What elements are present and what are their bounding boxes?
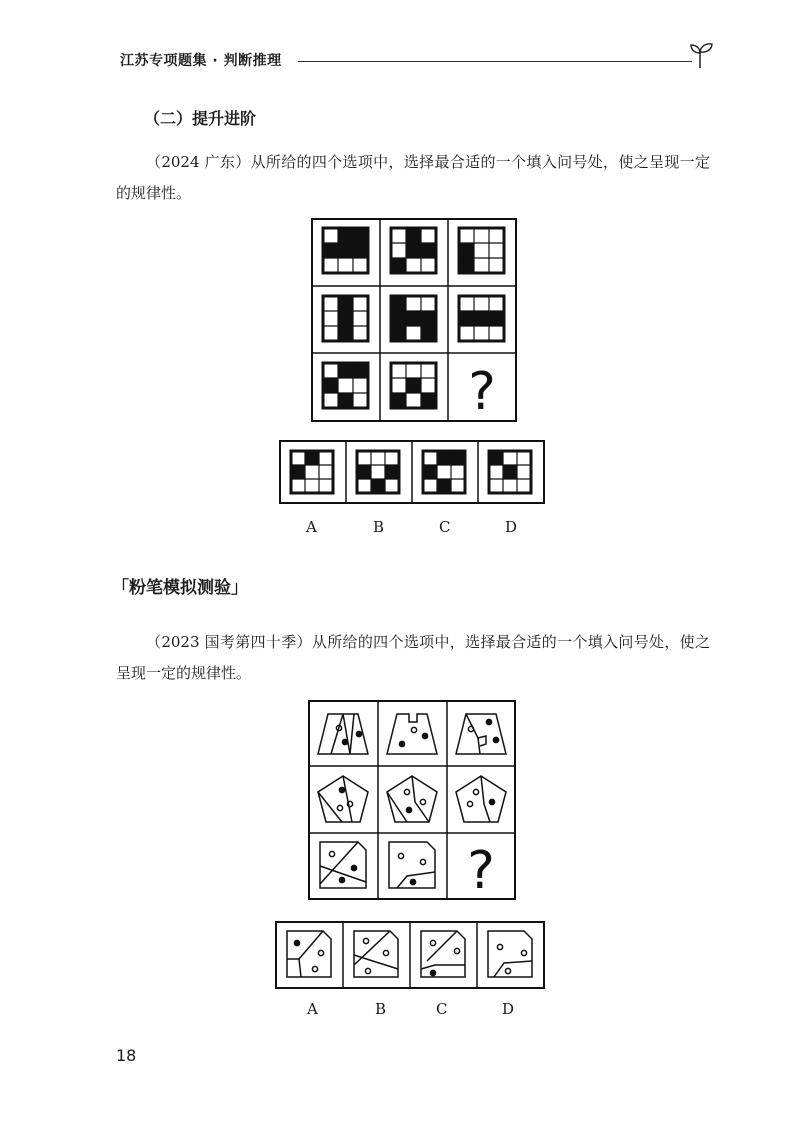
option-b-figure[interactable] [357, 451, 399, 493]
running-header [120, 46, 720, 72]
question-1-grid [311, 218, 517, 422]
grid2-cell-1-2 [387, 714, 437, 754]
grid2-cell-2-2 [387, 776, 437, 822]
grid-cell-2-1 [323, 296, 368, 341]
option2-b-figure[interactable] [354, 931, 398, 977]
option-d-label: D [505, 518, 518, 536]
section-title: （二）提升进阶 [144, 109, 257, 128]
option-c-label: C [439, 518, 451, 536]
question-2-mark: ? [467, 841, 495, 900]
grid-cell-3-2 [391, 363, 436, 408]
option-d-figure[interactable] [489, 451, 531, 493]
option2-c-label: C [436, 1000, 448, 1018]
page-number: 18 [116, 1046, 137, 1065]
grid-cell-1-1 [323, 228, 368, 273]
question-1-text: （2024 广东）从所给的四个选项中，选择最合适的一个填入问号处，使之呈现一定的规律性。 [116, 153, 710, 202]
option2-d-label: D [502, 1000, 515, 1018]
grid-cell-1-2 [391, 228, 436, 273]
grid-cell-2-3 [459, 296, 504, 341]
option2-c-figure[interactable] [421, 931, 465, 977]
sprout-icon [688, 40, 716, 70]
grid2-cell-3-1 [320, 842, 366, 888]
option-c-figure[interactable] [423, 451, 465, 493]
grid2-cell-3-2 [389, 842, 435, 888]
option2-d-figure[interactable] [488, 931, 532, 977]
question-2-grid [308, 700, 516, 900]
option-b-label: B [373, 518, 385, 536]
grid2-cell-1-3 [456, 714, 506, 754]
question-1-options [279, 440, 545, 504]
grid-cell-2-2 [391, 296, 436, 341]
option-a-label: A [306, 518, 317, 536]
question-2-options [275, 921, 545, 989]
header-rule [298, 61, 692, 62]
grid2-cell-1-1 [318, 714, 368, 754]
question-1-mark: ? [468, 362, 496, 422]
option2-b-label: B [375, 1000, 387, 1018]
option2-a-label: A [307, 1000, 318, 1018]
option2-a-figure[interactable] [287, 931, 331, 977]
question-2-text: （2023 国考第四十季）从所给的四个选项中，选择最合适的一个填入问号处，使之呈现一定的规律性。 [116, 633, 710, 682]
mock-test-title: 「粉笔模拟测验」 [112, 578, 248, 598]
header-title: 江苏专项题集 · 判断推理 [120, 53, 282, 69]
grid-cell-1-3 [459, 228, 504, 273]
grid2-cell-2-3 [456, 776, 506, 822]
grid-cell-3-1 [323, 363, 368, 408]
grid2-cell-2-1 [318, 776, 368, 822]
option-a-figure[interactable] [291, 451, 333, 493]
